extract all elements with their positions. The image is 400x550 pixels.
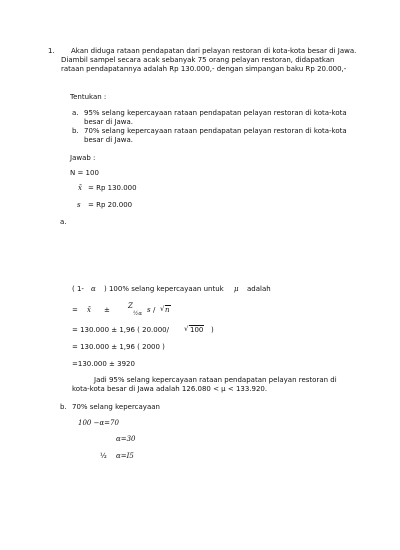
part-a-label: a.: [60, 218, 67, 226]
mu-symbol: μ: [234, 285, 239, 293]
item-a-label: a.: [72, 109, 79, 117]
part-b-eq3: α=I5: [116, 452, 134, 460]
formula-s: s: [147, 306, 151, 314]
calc-line-2: = 130.000 ± 1,96 ( 2000 ): [72, 343, 165, 351]
formula-z: Z: [128, 302, 133, 310]
formula-n: n: [165, 306, 170, 314]
item-a-text: 95% selang kepercayaan rataan pendapatan pelayan restoran di kota-kota besar di Jawa.: [84, 109, 347, 127]
s-symbol: s: [77, 201, 81, 209]
problem-number: 1.: [48, 47, 55, 55]
formula-sqrt-icon: √: [160, 305, 165, 313]
ci-text: ) 100% selang kepercayaan untuk: [104, 285, 224, 293]
part-b-eq1: 100 −α=70: [78, 419, 119, 427]
item-b-text: 70% selang kepercayaan rataan pendapatan pelayan restoran di kota-kota besar di Jawa.: [84, 127, 347, 145]
formula-z-sub: ½α: [133, 311, 143, 317]
part-b-label: b.: [60, 403, 67, 411]
item-b-label: b.: [72, 127, 79, 135]
jawab-label: Jawab :: [70, 154, 96, 162]
formula-eq: =: [72, 306, 78, 314]
n-line: N = 100: [70, 169, 99, 177]
formula-pm: ±: [104, 306, 110, 314]
alpha-symbol: α: [91, 285, 96, 293]
formula-xbar: x̄: [87, 306, 91, 314]
tentukan-label: Tentukan :: [70, 93, 107, 101]
part-b-eq2: α=30: [116, 435, 136, 443]
calc-sqrt-icon: √: [184, 325, 189, 333]
calc-line-3: =130.000 ± 3920: [72, 360, 135, 368]
formula-slash: /: [153, 306, 156, 314]
part-a-conclusion: Jadi 95% selang kepercayaan rataan pendapatan pelayan restoran di kota-kota besar di Jawa adalah 126.080 < μ < 133.920.: [72, 376, 337, 394]
xbar-symbol: x̄: [78, 184, 82, 192]
ci-open: ( 1-: [72, 285, 84, 293]
calc-sqrt-100: 100: [190, 326, 204, 334]
part-b-text: 70% selang kepercayaan: [72, 403, 160, 411]
calc-line-1-close: ): [211, 326, 214, 334]
s-value: = Rp 20.000: [88, 201, 133, 209]
part-b-half: ½: [100, 452, 107, 460]
calc-line-1: = 130.000 ± 1,96 ( 20.000/: [72, 326, 169, 334]
adalah-text: adalah: [247, 285, 271, 293]
xbar-value: = Rp 130.000: [88, 184, 137, 192]
problem-text: Akan diduga rataan pendapatan dari pelayan restoran di kota-kota besar di Jawa. Diambil sampel secara acak sebanyak 75 orang pelayan restoran, didapatkan rataan pendapatannya adalah Rp 130.000,- dengan simpangan baku Rp 20.000,-: [61, 47, 357, 74]
